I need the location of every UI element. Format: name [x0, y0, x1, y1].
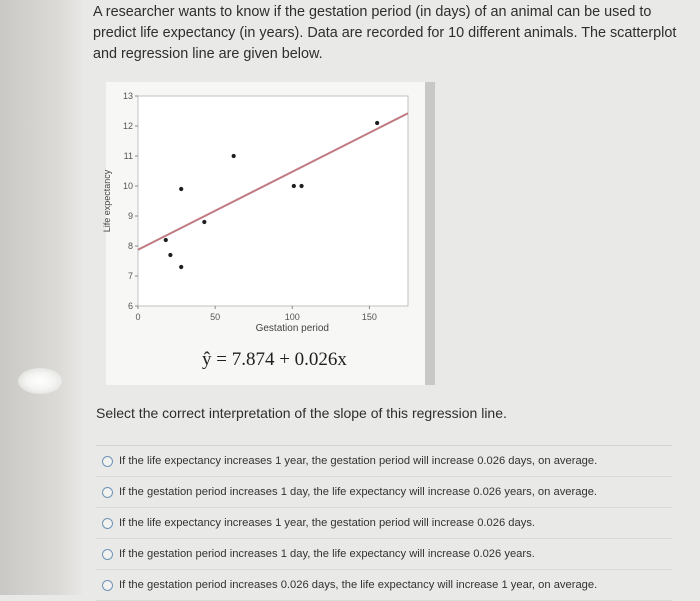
y-tick-label: 11 — [123, 151, 133, 161]
y-tick-label: 9 — [127, 211, 133, 221]
data-point — [168, 253, 172, 257]
y-tick-label: 8 — [127, 241, 133, 251]
data-point — [232, 154, 236, 158]
data-point — [202, 220, 206, 224]
answer-option-4[interactable] — [96, 539, 672, 570]
radio-button-icon[interactable] — [102, 487, 113, 498]
y-tick-label: 12 — [122, 121, 133, 131]
answer-options — [96, 445, 672, 601]
data-point — [179, 187, 183, 191]
regression-equation: ŷ = 7.874 + 0.026x — [202, 349, 347, 370]
answer-option-3[interactable] — [96, 508, 672, 539]
y-tick-label: 7 — [127, 271, 133, 281]
x-tick-label: 150 — [361, 312, 377, 322]
answer-option-label: If the life expectancy increases 1 year, the gestation period will increase 0.026 days, on average. — [119, 455, 598, 467]
answer-option-label: If the gestation period increases 1 day, the life expectancy will increase 0.026 years. — [119, 548, 535, 560]
answer-option-2[interactable] — [96, 477, 672, 508]
data-point — [375, 121, 379, 125]
answer-option-label: If the gestation period increases 1 day, the life expectancy will increase 0.026 years, on average. — [119, 486, 598, 498]
instruction-text: Select the correct interpretation of the slope of this regression line. — [96, 405, 507, 421]
data-point — [299, 184, 303, 188]
radio-button-icon[interactable] — [102, 549, 113, 560]
radio-button-icon[interactable] — [102, 456, 113, 467]
x-tick-label: 50 — [210, 312, 221, 322]
scatterplot — [96, 82, 436, 387]
x-axis-title: Gestation period — [255, 323, 329, 334]
data-point — [164, 238, 168, 242]
y-tick-label: 6 — [127, 301, 133, 311]
y-tick-label: 13 — [122, 91, 133, 101]
x-tick-label: 100 — [284, 312, 300, 322]
radio-button-icon[interactable] — [102, 580, 113, 591]
answer-option-label: If the life expectancy increases 1 year, the gestation period will increase 0.026 days. — [119, 517, 536, 529]
chart-right-scrollbar — [425, 82, 435, 385]
photo-left-shadow — [0, 0, 85, 595]
y-tick-label: 10 — [122, 181, 133, 191]
scatterplot-svg — [96, 82, 436, 387]
radio-button-icon[interactable] — [102, 518, 113, 529]
data-point — [292, 184, 296, 188]
x-tick-label: 0 — [135, 312, 141, 322]
data-point — [179, 265, 183, 269]
y-axis-title: Life expectancy — [102, 169, 112, 233]
answer-option-1[interactable] — [96, 446, 672, 477]
photo-glare — [18, 368, 62, 394]
answer-option-label: If the gestation period increases 0.026 days, the life expectancy will increase 1 year, on average. — [119, 579, 598, 591]
answer-option-5[interactable] — [96, 570, 672, 601]
plot-area — [138, 96, 408, 306]
question-text: A researcher wants to know if the gestation period (in days) of an animal can be used to predict life expectancy (in years). Data are recorded for 10 different animals. The scatterplot and regression line are given below. — [93, 4, 677, 62]
